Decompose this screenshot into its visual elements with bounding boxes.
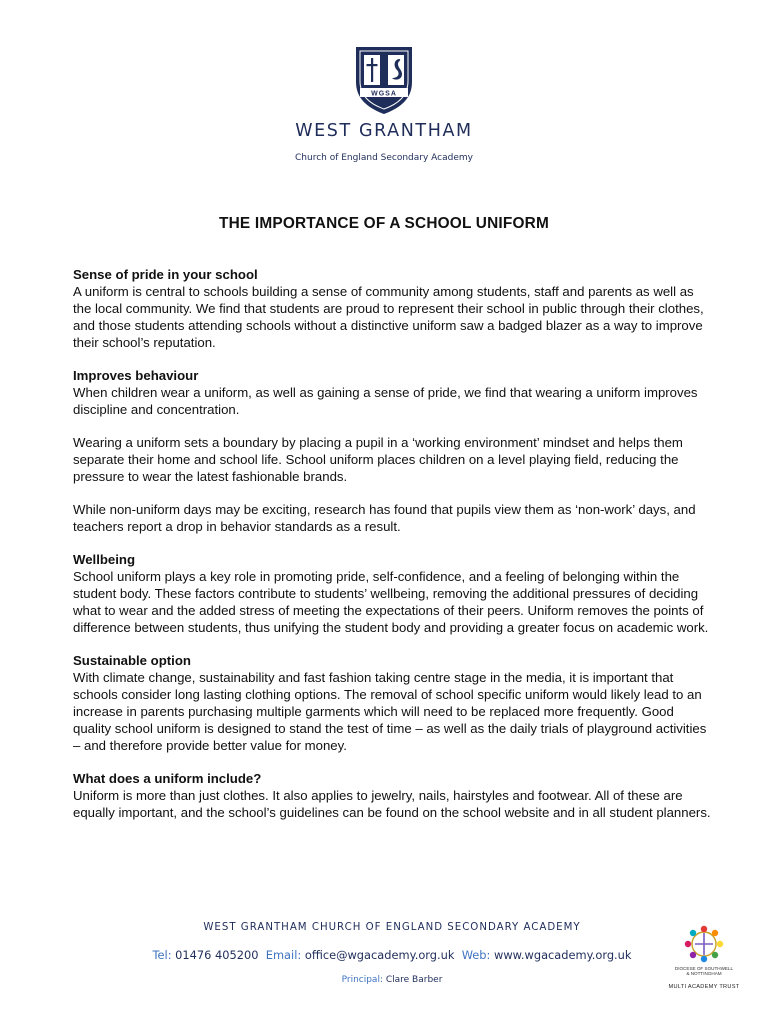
trust-logo	[680, 924, 728, 964]
section-uniform-includes	[73, 770, 713, 821]
section-paragraph: When children wear a uniform, as well as gaining a sense of pride, we find that wearing a uniform improves discipline and concentration.	[73, 385, 698, 417]
section-behaviour	[73, 367, 713, 535]
section-heading: Improves behaviour	[73, 368, 199, 383]
section-paragraph: A uniform is central to schools building a sense of community among students, staff and parents as well as the local community. We find that students are proud to represent their school in public through their clothes, and those students attending schools without a distinctive uniform saw a badged blazer as a way to improve their school’s reputation.	[73, 284, 704, 350]
crest-text: WGSA	[371, 90, 397, 98]
section-paragraph: With climate change, sustainability and fast fashion taking centre stage in the media, it is important that schools consider long lasting clothing options. The removal of school specific uniform would likely lead to an increase in parents purchasing multiple garments which will need to be replaced more frequently. Good quality school uniform is designed to stand the test of time – as well as the daily trials of playground activities – and therefore provide better value for money.	[73, 670, 707, 753]
section-paragraph: School uniform plays a key role in promoting pride, self-confidence, and a feeling of belonging within the student body. These factors contribute to students’ wellbeing, removing the additional pressures of deciding what to wear and the added stress of meeting the expectations of their peers. Uniform removes the points of difference between students, thus unifying the student body and providing a greater focus on academic work.	[73, 569, 709, 635]
principal-label: Principal:	[341, 975, 383, 985]
section-sustainable	[73, 652, 713, 754]
section-paragraph: While non-uniform days may be exciting, research has found that pupils view them as ‘non-work’ days, and teachers report a drop in behavior standards as a result.	[73, 502, 696, 534]
trust-line-2: & NOTTINGHAM	[686, 971, 722, 977]
principal-name: Clare Barber	[385, 975, 443, 985]
section-paragraph: Wearing a uniform sets a boundary by placing a pupil in a ‘working environment’ mindset and helps them separate their home and school life. School uniform places children on a level playing field, reducing the pressure to wear the latest fashionable brands.	[73, 435, 683, 484]
web-label: Web:	[461, 948, 491, 962]
email-link[interactable]: office@wgacademy.org.uk	[304, 948, 455, 962]
section-paragraph: Uniform is more than just clothes. It also applies to jewelry, nails, hairstyles and footwear. All of these are equally important, and the school’s guidelines can be found on the school website and in all student planners.	[73, 788, 711, 820]
footer-contact-line	[0, 948, 768, 962]
email-label: Email:	[265, 948, 302, 962]
web-link[interactable]: www.wgacademy.org.uk	[494, 948, 632, 962]
section-heading: Wellbeing	[73, 552, 136, 567]
school-crest-logo	[348, 44, 420, 116]
trust-name: MULTI ACADEMY TRUST	[668, 984, 740, 990]
trust-diocese	[648, 966, 760, 977]
section-heading: What does a uniform include?	[73, 771, 262, 786]
trust-line-1: DIOCESE OF SOUTHWELL	[674, 966, 734, 971]
school-subtitle: Church of England Secondary Academy	[295, 153, 473, 163]
section-pride	[73, 266, 713, 351]
document-title: THE IMPORTANCE OF A SCHOOL UNIFORM	[219, 215, 549, 232]
footer-academy-name: WEST GRANTHAM CHURCH OF ENGLAND SECONDARY ACADEMY	[203, 922, 581, 933]
section-heading: Sustainable option	[73, 653, 191, 668]
section-heading: Sense of pride in your school	[73, 267, 258, 282]
section-wellbeing	[73, 551, 713, 636]
school-name: WEST GRANTHAM	[295, 121, 473, 141]
tel-label: Tel:	[152, 948, 172, 962]
tel-value: 01476 405200	[175, 948, 259, 962]
document-body	[73, 266, 713, 837]
